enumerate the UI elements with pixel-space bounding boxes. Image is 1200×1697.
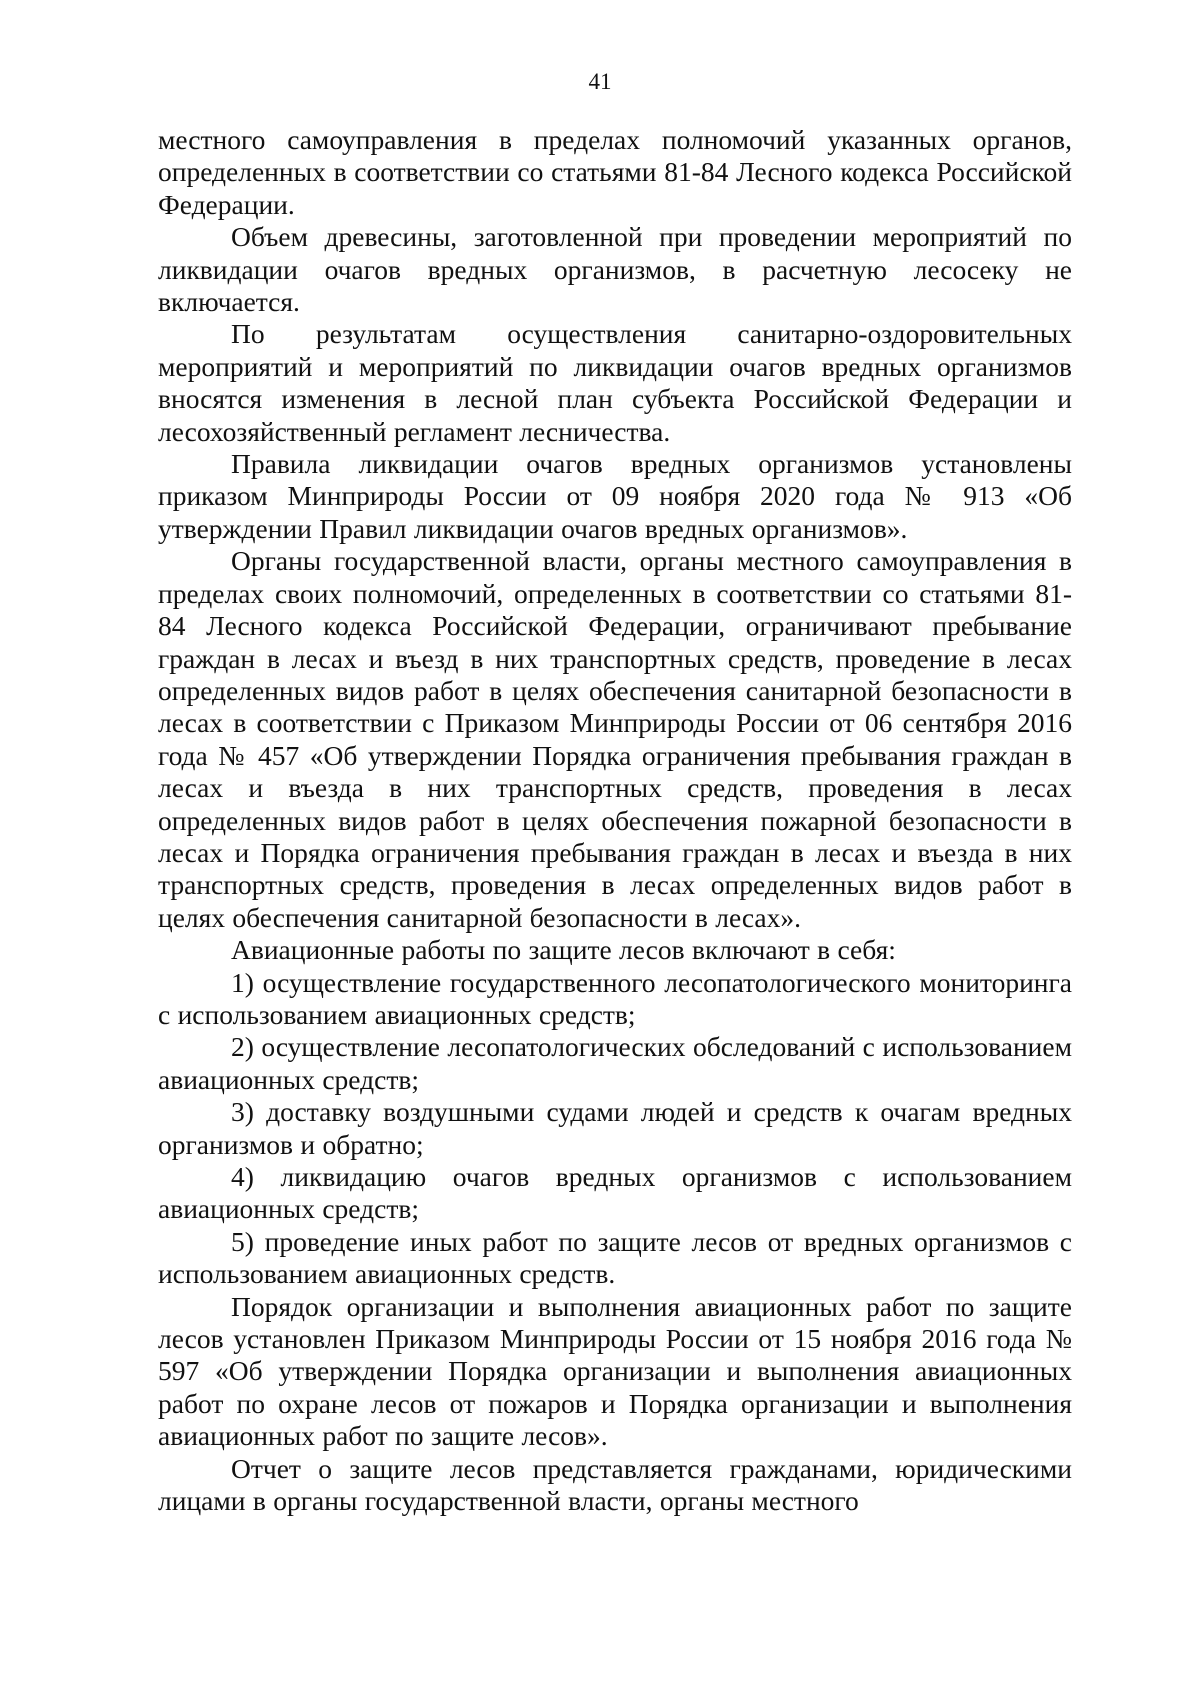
list-item-4: 4) ликвидацию очагов вредных организмов с использованием авиационных средств; [158, 1161, 1072, 1225]
paragraph-forest-plan-changes: По результатам осуществления санитарно-оздоровительных мероприятий и мероприятий по ликвидации очагов вредных организмов вносятся изменения в лесной план субъекта Российской Федерации и лесохозяйственный регламент лесничества. [158, 318, 1072, 447]
list-item-2: 2) осуществление лесопатологических обследований с использованием авиационных средств; [158, 1031, 1072, 1095]
paragraph-timber-volume: Объем древесины, заготовленной при проведении мероприятий по ликвидации очагов вредных организмов, в расчетную лесосеку не включается. [158, 221, 1072, 318]
list-item-5: 5) проведение иных работ по защите лесов от вредных организмов с использованием авиационных средств. [158, 1225, 1072, 1290]
paragraph-aviation-works-intro: Авиационные работы по защите лесов включают в себя: [231, 934, 896, 966]
document-body [158, 124, 1072, 1517]
paragraph-access-restrictions: Органы государственной власти, органы местного самоуправления в пределах своих полномочий, определенных в соответствии со статьями 81-84 Лесного кодекса Российской Федерации, ограничивают пребывание граждан в лесах и въезд в них транспортных средств, проведение в лесах определенных видов работ в целях обеспечения санитарной безопасности в лесах в соответствии с Приказом Минприроды России от 06 сентября 2016 года № 457 «Об утверждении Порядка ограничения пребывания граждан в лесах и въезда в них транспортных средств, проведения в лесах определенных видов работ в целях обеспечения пожарной безопасности в лесах и Порядка ограничения пребывания граждан в лесах и въезда в них транспортных средств, проведения в лесах определенных видов работ в целях обеспечения санитарной безопасности в лесах». [158, 545, 1072, 933]
list-item-1: 1) осуществление государственного лесопатологического мониторинга с использованием авиационных средств; [158, 966, 1072, 1030]
paragraph-report: Отчет о защите лесов представляется гражданами, юридическими лицами в органы государственной власти, органы местного [158, 1452, 1072, 1517]
list-item-3: 3) доставку воздушными судами людей и средств к очагам вредных организмов и обратно; [158, 1096, 1072, 1160]
paragraph-liquidation-rules: Правила ликвидации очагов вредных организмов установлены приказом Минприроды России от 09 ноября 2020 года № 913 «Об утверждении Правил ликвидации очагов вредных организмов». [158, 448, 1072, 544]
page-number: 41 [588, 69, 612, 94]
paragraph-continuation: местного самоуправления в пределах полномочий указанных органов, определенных в соответствии со статьями 81-84 Лесного кодекса Российской Федерации. [158, 124, 1072, 220]
paragraph-aviation-order: Порядок организации и выполнения авиационных работ по защите лесов установлен Приказом Минприроды России от 15 ноября 2016 года № 597 «Об утверждении Порядка организации и выполнения авиационных работ по охране лесов от пожаров и Порядка организации и выполнения авиационных работ по защите лесов». [158, 1290, 1072, 1452]
